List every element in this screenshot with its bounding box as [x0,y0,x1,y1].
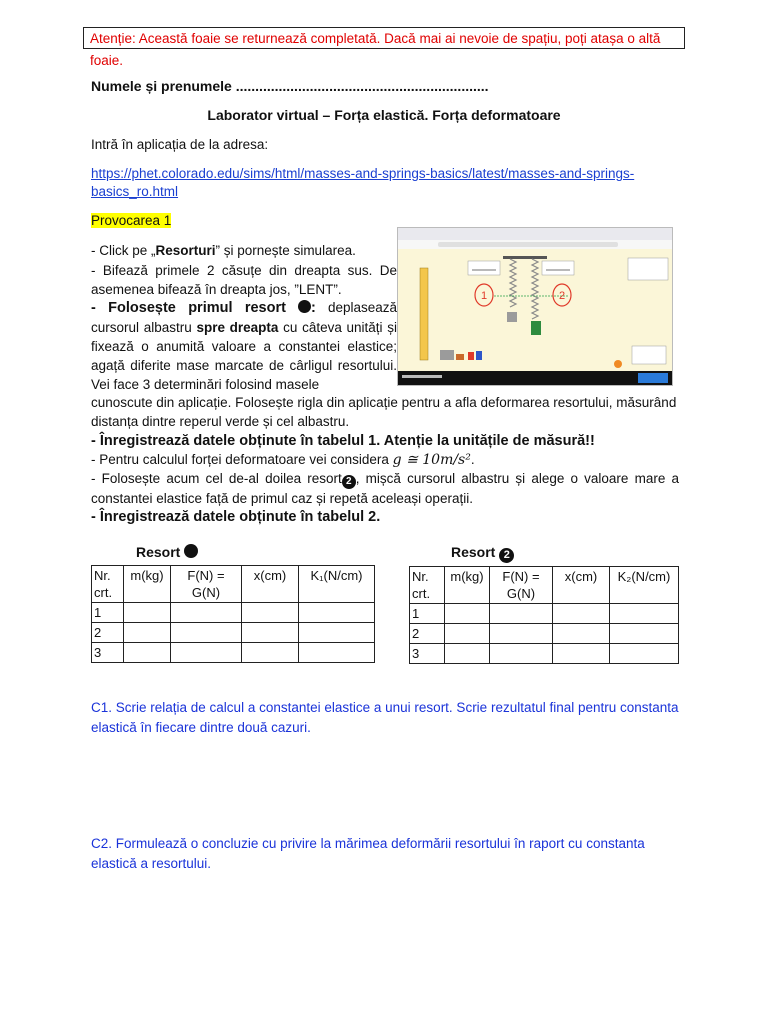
table-row [92,643,375,663]
notice-box [83,27,685,68]
step-1 [91,241,397,260]
step-3-colon: : [311,300,316,316]
table-1-row-1-nr: 1 [92,603,124,623]
table-cell[interactable] [242,643,299,663]
step-6-text-b: , mișcă cursorul albastru și alege o valoare mare a constantei elastice față de primul caz și repetă aceleași operații. [91,471,679,506]
step-3-bold: - Folosește primul resort [91,300,286,316]
simulation-link[interactable] [91,165,651,201]
table-cell[interactable] [299,643,375,663]
spring-holder [503,256,547,259]
page-title: Laborator virtual – Forța elastică. Forța deformatoare [207,107,561,123]
table-2-header-x: x(cm) [553,567,610,604]
step-1-text-c: ” și pornește simularea. [215,243,356,258]
url-line-1[interactable]: https://phet.colorado.edu/sims/html/masses-and-springs-basics/latest/masses-and-springs- [91,166,635,181]
table-cell[interactable] [490,624,553,644]
table-cell[interactable] [299,623,375,643]
table-1-header-force: F(N) = G(N) [171,566,242,603]
table-1-row-2-nr: 2 [92,623,124,643]
table-2-row-2-nr: 2 [410,624,445,644]
table-1 [91,565,375,663]
simulation-illustration [398,228,672,385]
table-row [92,566,375,603]
table-cell[interactable] [610,604,679,624]
speed-panel [632,346,666,364]
step-4: - Înregistrează datele obținute în tabelul 1. Atenție la unitățile de măsură!! [91,433,595,449]
table-2-header-k: K₂(N/cm) [610,567,679,604]
options-panel [628,258,668,280]
table-row [92,603,375,623]
challenge-label: Provocarea 1 [91,213,172,228]
table-cell[interactable] [171,643,242,663]
table-1-caption-text: Resort [136,544,181,560]
marker-label-1: 1 [480,290,488,302]
step-1-bold: Resorturi [155,243,216,258]
step-3-rest-2: cu câteva unități și fixează o anumită valoare a constantei elastice; agață diferite mase marcate de cârligul resortului. Vei face 3 determinări folosind masele [91,320,397,392]
table-cell[interactable] [553,624,610,644]
url-line-2[interactable]: basics_ro.html [91,184,179,199]
table-1-header-x: x(cm) [242,566,299,603]
ruler [420,268,428,360]
table-row [410,604,679,624]
notice-text: Atenție: Această foaie se returnează completată. Dacă mai ai nevoie de spațiu, poți atașa o altă foaie. [90,31,661,68]
table-cell[interactable] [171,603,242,623]
marker-label-2: 2 [558,290,566,302]
step-6-text-a: - Folosește acum cel de-al doilea resort [91,471,342,486]
spring-2-control [542,261,574,275]
table-cell[interactable] [445,644,490,664]
table-row [92,623,375,643]
table-2-row-3-nr: 3 [410,644,445,664]
table-cell[interactable] [445,624,490,644]
table-2-spring-icon: 2 [499,548,514,563]
table-1-header-nr: Nr. crt. [92,566,124,603]
spring-1-dot-icon [298,300,311,313]
phet-logo-icon [638,373,668,383]
simulation-screenshot [397,227,673,386]
table-cell[interactable] [124,623,171,643]
table-1-caption [136,544,198,560]
table-1-header-k: K₁(N/cm) [299,566,375,603]
spring-2-dot-icon: 2 [342,475,356,489]
step-5-text-a: - Pentru calculul forței deformatoare vei considera [91,452,393,467]
step-6 [91,469,679,508]
step-5 [91,450,679,470]
step-3-rest-1: deplasează cursorul albastru [91,300,397,335]
name-line[interactable]: Numele și prenumele ................................................................. [91,78,489,94]
browser-tabbar [398,228,672,240]
table-cell[interactable] [124,643,171,663]
table-row [410,624,679,644]
intro-text: Intră în aplicația de la adresa: [91,137,269,152]
step-7: - Înregistrează datele obținute în tabelul 2. [91,509,381,525]
table-2 [409,566,679,664]
table-cell[interactable] [553,604,610,624]
table-row [410,567,679,604]
table-cell[interactable] [490,604,553,624]
mass-2 [531,321,541,335]
question-c1: C1. Scrie relația de calcul a constantei elastice a unui resort. Scrie rezultatul final pentru constanta elastică în fiecare dintre două cazuri. [91,700,679,735]
table-2-caption [451,544,514,563]
step-1-text-a: - Click pe „ [91,243,156,258]
table-row [410,644,679,664]
challenge-heading [91,212,171,230]
step-5-text-b: . [470,452,475,467]
step-3-bold-2: spre dreapta [196,320,279,335]
table-cell[interactable] [242,623,299,643]
reset-icon [614,360,622,368]
table-cell[interactable] [171,623,242,643]
table-cell[interactable] [610,644,679,664]
table-1-row-3-nr: 3 [92,643,124,663]
table-cell[interactable] [445,604,490,624]
table-cell[interactable] [490,644,553,664]
table-1-header-mass: m(kg) [124,566,171,603]
table-cell[interactable] [553,644,610,664]
spring-1-control [468,261,500,275]
table-2-row-1-nr: 1 [410,604,445,624]
table-cell[interactable] [124,603,171,623]
gravity-formula: g ≅ 10m/s² [392,452,471,468]
table-2-header-nr: Nr. crt. [410,567,445,604]
mass-1 [507,312,517,322]
step-3-continuation: cunoscute din aplicație. Folosește rigla din aplicație pentru a afla deformarea resortului, măsurând distanța dintre reperul verde și cel albastru. [91,395,677,429]
question-c2: C2. Formulează o concluzie cu privire la mărimea deformării resortului în raport cu constanta elastică a resortului. [91,836,645,871]
step-2: - Bifează primele 2 căsuțe din dreapta sus. De asemenea bifează în dreapta jos, ”LENT”. [91,263,397,297]
step-3 [91,298,397,394]
table-cell[interactable] [299,603,375,623]
table-cell[interactable] [242,603,299,623]
table-2-header-mass: m(kg) [445,567,490,604]
table-1-spring-icon [184,544,198,558]
table-cell[interactable] [610,624,679,644]
table-2-header-force: F(N) = G(N) [490,567,553,604]
table-2-caption-text: Resort [451,544,496,560]
